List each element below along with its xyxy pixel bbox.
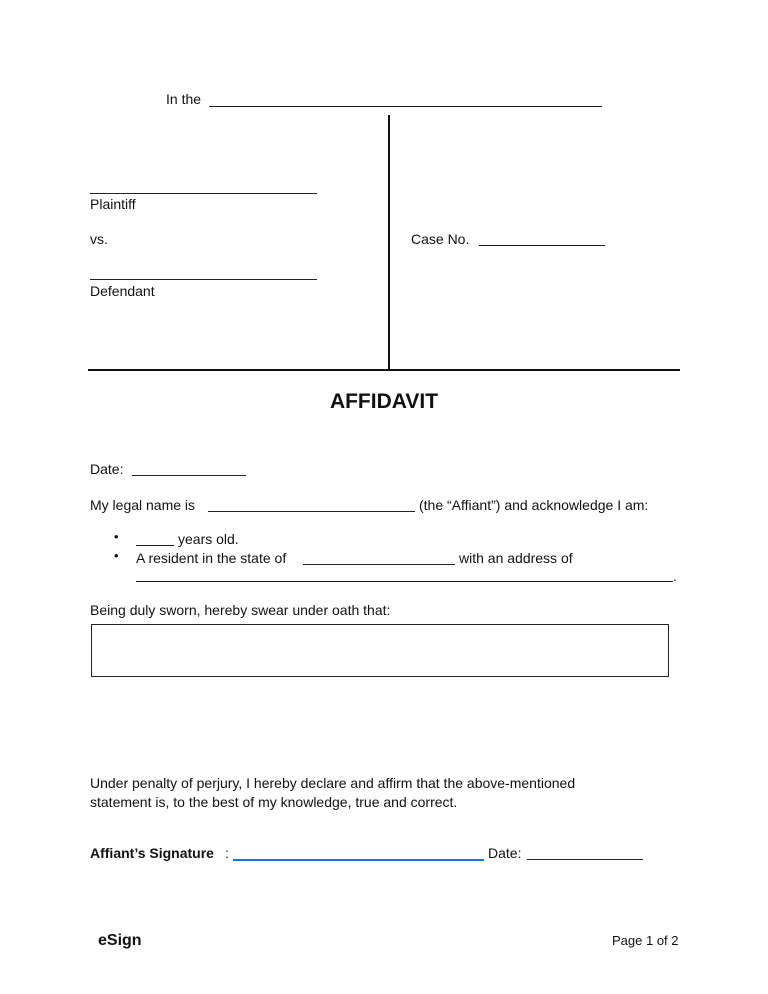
legal-name-suffix: (the “Affiant”) and acknowledge I am:	[419, 497, 649, 513]
plaintiff-label: Plaintiff	[90, 196, 136, 212]
address-prefix: with an address of	[459, 550, 573, 566]
declaration-line-2: statement is, to the best of my knowledge, true and correct.	[90, 794, 458, 810]
signature-label: Affiant’s Signature	[90, 845, 214, 861]
vs-label: vs.	[90, 231, 108, 247]
defendant-label: Defendant	[90, 283, 155, 299]
signature-date-field[interactable]	[527, 859, 643, 860]
bullet-icon: •	[114, 548, 119, 563]
sworn-label: Being duly sworn, hereby swear under oath that:	[90, 602, 391, 618]
case-no-label: Case No.	[411, 231, 470, 247]
caption-bottom-rule	[88, 369, 680, 371]
document-title: AFFIDAVIT	[329, 390, 439, 413]
legal-name-prefix: My legal name is	[90, 497, 196, 513]
age-suffix: years old.	[178, 531, 239, 547]
legal-name-field[interactable]	[208, 511, 415, 512]
statement-box[interactable]	[91, 624, 669, 677]
defendant-field[interactable]	[90, 279, 317, 280]
signature-field[interactable]	[233, 859, 484, 861]
declaration-line-1: Under penalty of perjury, I hereby declare and affirm that the above-mentioned	[90, 775, 576, 791]
page-number: Page 1 of 2	[612, 933, 679, 948]
court-label: In the	[166, 91, 202, 107]
address-field[interactable]	[136, 581, 673, 582]
caption-divider	[388, 115, 390, 371]
esign-logo: eSign	[98, 932, 142, 949]
date-field[interactable]	[132, 475, 246, 476]
age-field[interactable]	[136, 545, 174, 546]
state-prefix: A resident in the state of	[136, 550, 287, 566]
case-no-field[interactable]	[479, 245, 605, 246]
date-label: Date:	[90, 461, 124, 477]
state-field[interactable]	[303, 564, 455, 565]
bullet-icon: •	[114, 529, 119, 544]
address-end: .	[673, 568, 677, 584]
signature-date-label: Date:	[488, 845, 522, 861]
court-name-field[interactable]	[209, 106, 602, 107]
signature-colon: :	[225, 845, 229, 861]
plaintiff-field[interactable]	[90, 193, 317, 194]
